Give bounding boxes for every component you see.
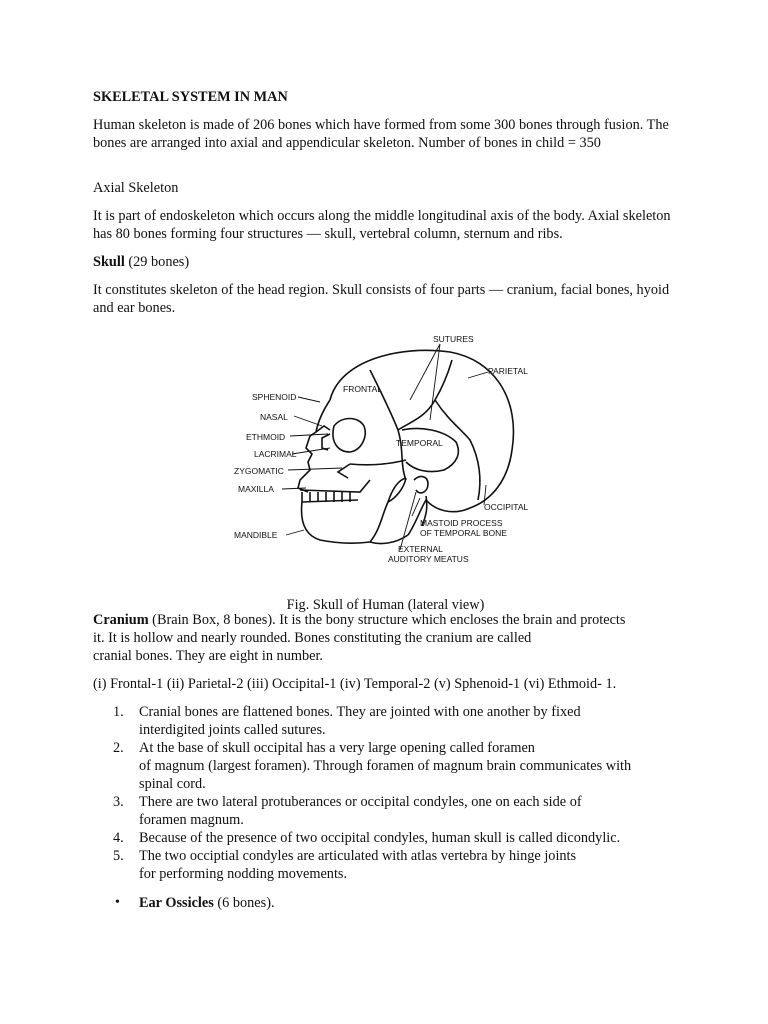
skull-heading [93, 253, 678, 271]
label-temporal: TEMPORAL [396, 438, 443, 448]
skull-paragraph: It constitutes skeleton of the head region. Skull consists of four parts — cranium, facial bones, hyoid and ear bones. [93, 282, 670, 316]
label-nasal: NASAL [260, 412, 288, 422]
label-frontal: FRONTAL [343, 384, 383, 394]
label-ethmoid: ETHMOID [246, 432, 286, 442]
label-sutures: SUTURES [433, 334, 474, 344]
label-external-1: EXTERNAL [398, 544, 443, 554]
cranium-paragraph [93, 611, 678, 665]
skull-figure [230, 330, 540, 570]
intro-paragraph: Human skeleton is made of 206 bones which have formed from some 300 bones through fusion. The bones are arranged into axial and appendicular skeleton. Number of bones in child = 350 [93, 117, 669, 151]
skull-heading-bold: Skull [93, 254, 125, 270]
ear-ossicles-item [93, 894, 724, 912]
cranium-text-2: it. It is hollow and nearly rounded. Bones constituting the cranium are called [93, 630, 532, 646]
list-item: 4. Because of the presence of two occipital condyles, human skull is called dicondylic. [113, 830, 621, 846]
skull-heading-count: (29 bones) [124, 254, 190, 270]
cranium-points-list [93, 703, 678, 883]
label-external-2: AUDITORY MEATUS [388, 554, 469, 564]
list-item: 3. There are two lateral protuberances or occipital condyles, one on each side of foramen magnum. [113, 794, 582, 828]
axial-paragraph: It is part of endoskeleton which occurs along the middle longitudinal axis of the body. Axial skeleton has 80 bones forming four structures — skull, vertebral column, sternum and ribs. [93, 208, 671, 242]
list-item: 2. At the base of skull occipital has a very large opening called foramen of magnum (largest foramen). Through foramen of magnum brain communicates with spinal cord. [113, 740, 632, 792]
cranium-text-1: (Brain Box, 8 bones). It is the bony structure which encloses the brain and protects [148, 612, 626, 628]
ear-ossicles-heading: Ear Ossicles [139, 895, 214, 911]
label-mastoid-1: MASTOID PROCESS [420, 518, 503, 528]
cranium-text-3: cranial bones. They are eight in number. [93, 648, 323, 664]
label-lacrimal: LACRIMAL [254, 449, 297, 459]
label-sphenoid: SPHENOID [252, 392, 297, 402]
label-mastoid-2: OF TEMPORAL BONE [420, 528, 507, 538]
figure-caption: Fig. Skull of Human (lateral view) [286, 597, 485, 614]
label-mandible: MANDIBLE [234, 530, 278, 540]
page-title: SKELETAL SYSTEM IN MAN [93, 89, 288, 105]
label-occipital: OCCIPITAL [484, 502, 529, 512]
axial-heading: Axial Skeleton [93, 180, 179, 196]
list-item: 5. The two occiptial condyles are articulated with atlas vertebra by hinge joints for performing nodding movements. [113, 848, 577, 882]
label-zygomatic: ZYGOMATIC [234, 466, 284, 476]
cranial-bones-line: (i) Frontal-1 (ii) Parietal-2 (iii) Occipital-1 (iv) Temporal-2 (v) Sphenoid-1 (vi) Ethmoid- 1. [93, 676, 617, 692]
ear-ossicles-count: (6 bones). [213, 895, 275, 911]
skull-diagram [230, 330, 540, 570]
cranium-heading: Cranium [93, 612, 149, 628]
list-item: 1. Cranial bones are flattened bones. They are jointed with one another by fixed interdigited joints called sutures. [113, 704, 581, 738]
label-parietal: PARIETAL [488, 366, 528, 376]
bullet-icon: • [115, 895, 120, 910]
label-maxilla: MAXILLA [238, 484, 274, 494]
